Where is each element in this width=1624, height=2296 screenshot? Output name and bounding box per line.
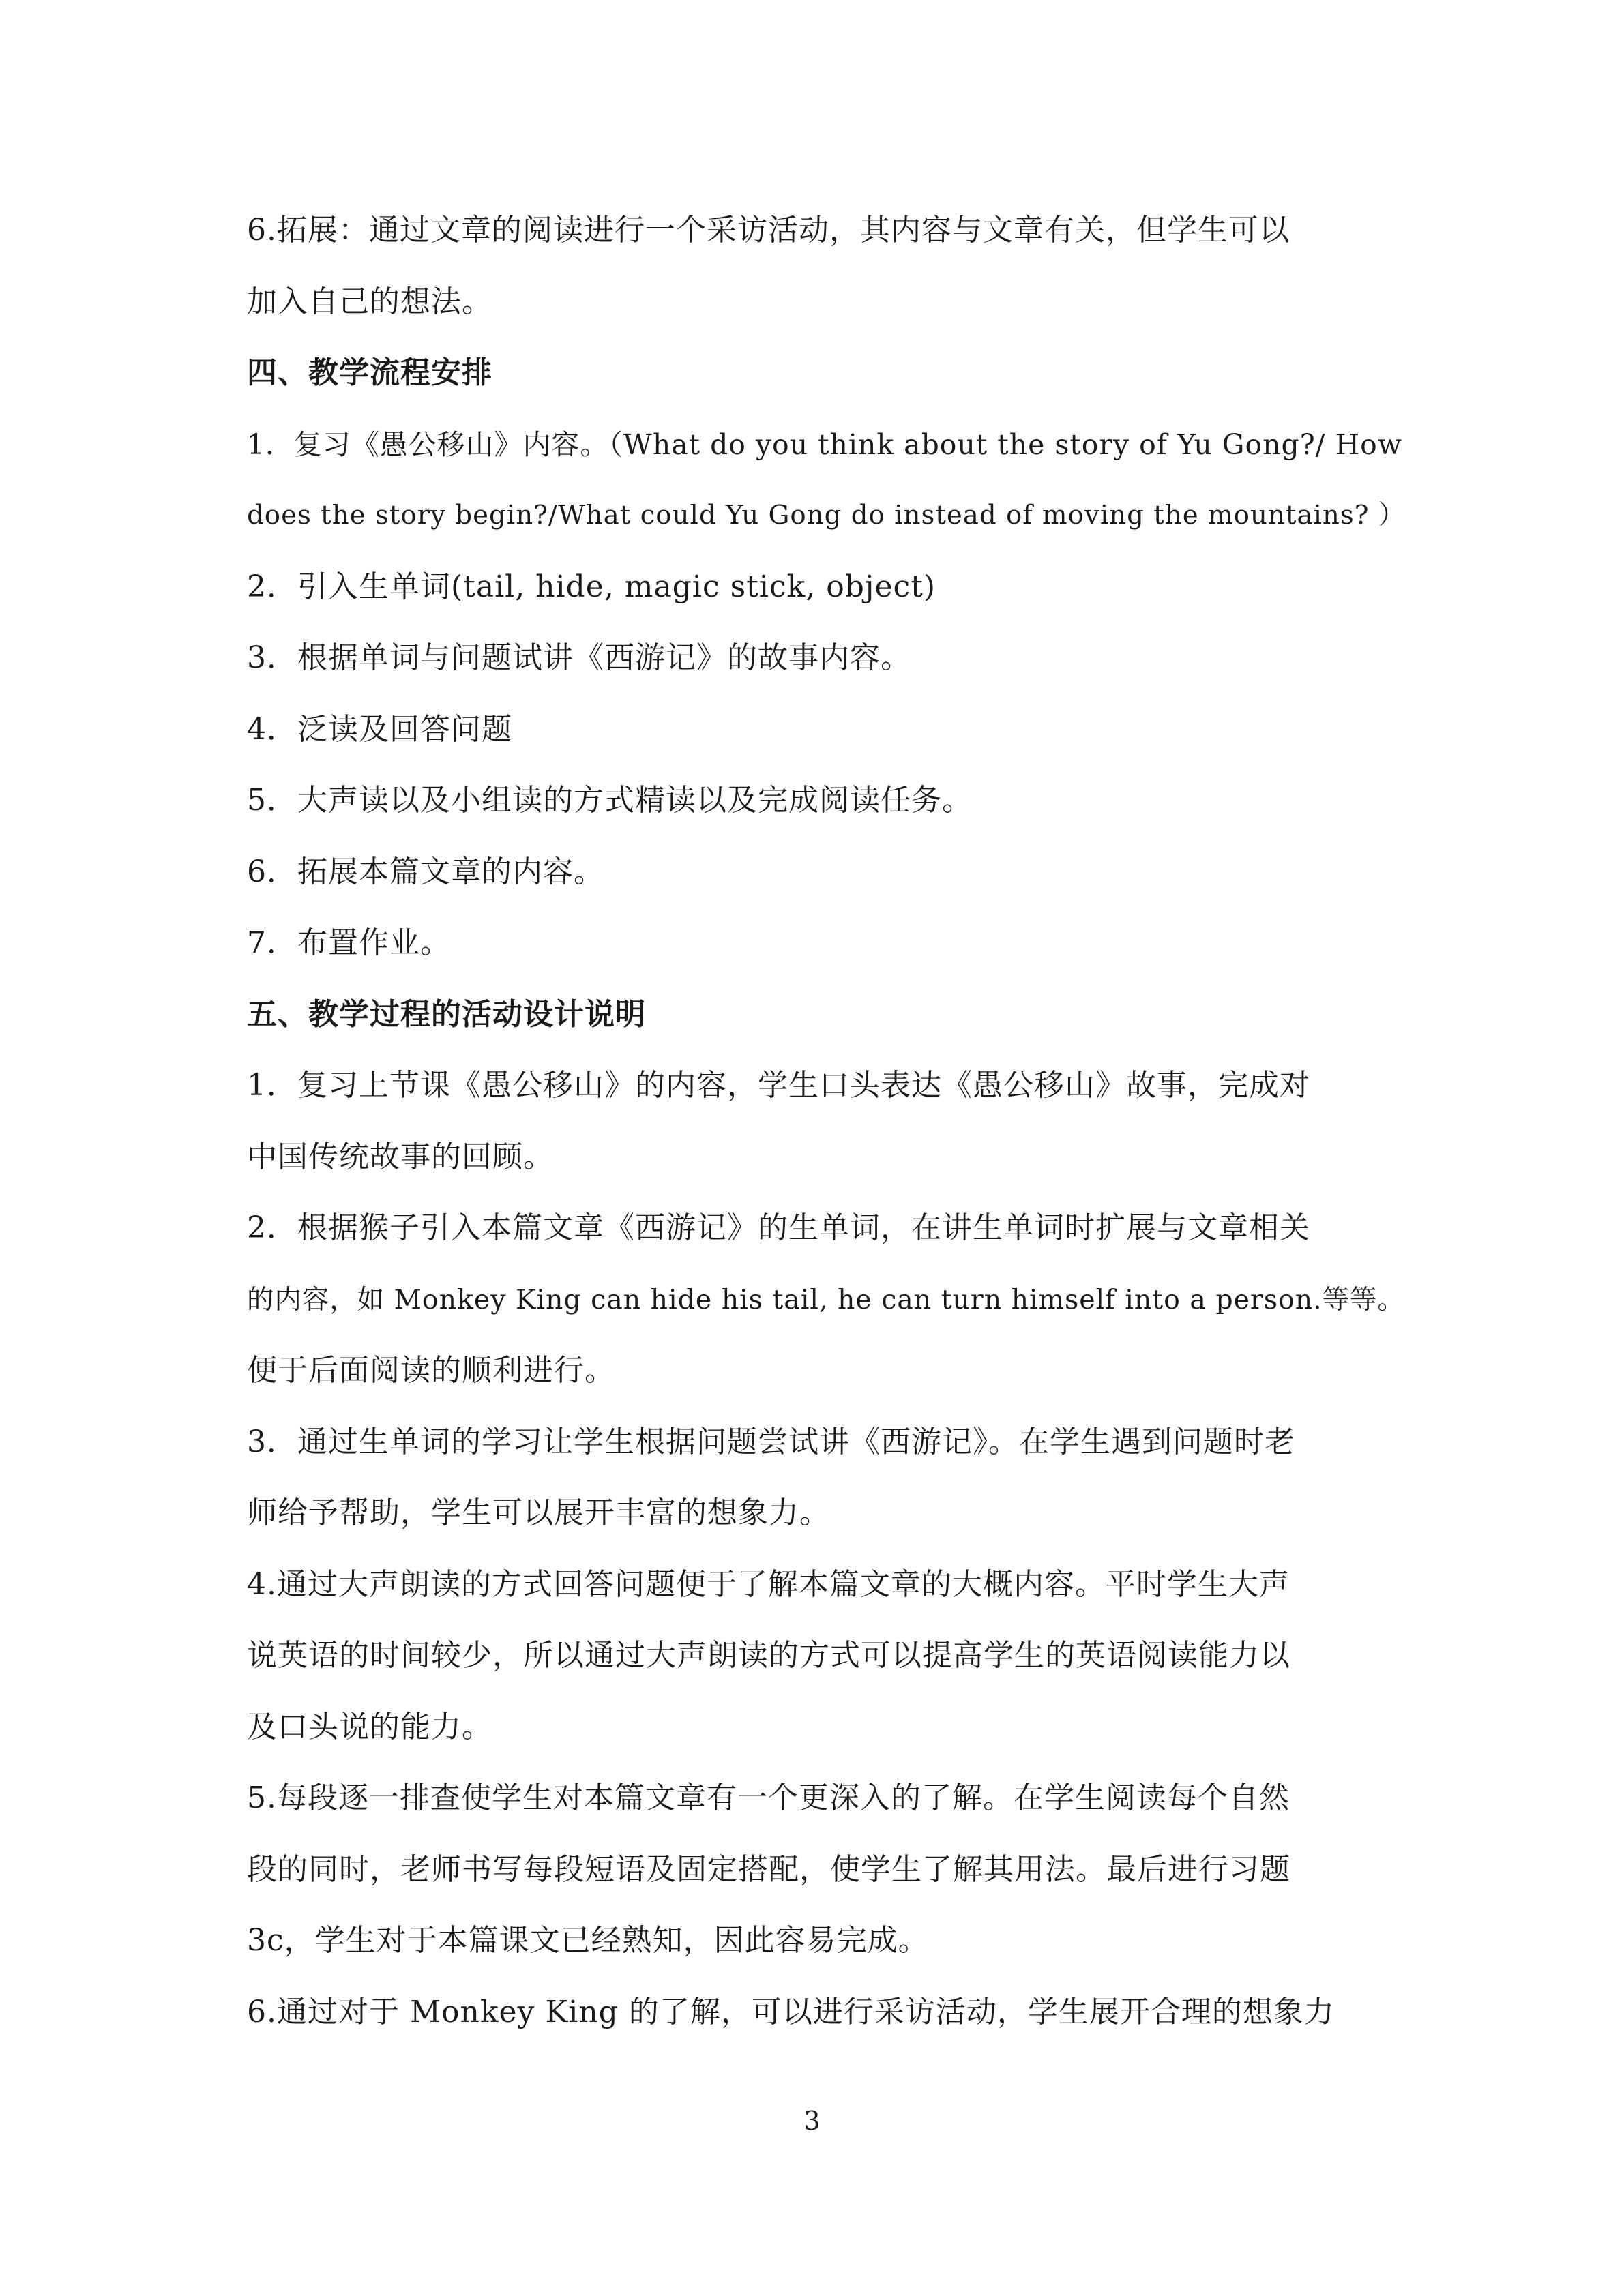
- list-item: 5.每段逐一排查使学生对本篇文章有一个更深入的了解。在学生阅读每个自然: [247, 1780, 1290, 1815]
- list-item-continuation: 说英语的时间较少，所以通过大声朗读的方式可以提高学生的英语阅读能力以: [247, 1638, 1290, 1673]
- list-item: 4.通过大声朗读的方式回答问题便于了解本篇文章的大概内容。平时学生大声: [247, 1566, 1290, 1602]
- list-item: 3．通过生单词的学习让学生根据问题尝试讲《西游记》。在学生遇到问题时老: [247, 1424, 1295, 1459]
- section-heading: 五、教学过程的活动设计说明: [247, 996, 646, 1032]
- list-item-continuation: 的内容，如 Monkey King can hide his tail, he can turn himself into a person.等等。: [247, 1283, 1405, 1315]
- list-item-continuation: 便于后面阅读的顺利进行。: [247, 1353, 615, 1388]
- list-item-continuation: 段的同时，老师书写每段短语及固定搭配，使学生了解其用法。最后进行习题: [247, 1851, 1290, 1887]
- list-item: 2．引入生单词(tail, hide, magic stick, object): [247, 569, 936, 604]
- list-item-continuation: 3c，学生对于本篇课文已经熟知，因此容易完成。: [247, 1923, 929, 1958]
- list-item: 7．布置作业。: [247, 925, 451, 960]
- list-item: 3．根据单词与问题试讲《西游记》的故事内容。: [247, 640, 911, 675]
- section-heading: 四、教学流程安排: [247, 355, 492, 390]
- list-item: 6．拓展本篇文章的内容。: [247, 854, 604, 889]
- list-item: 2．根据猴子引入本篇文章《西游记》的生单词，在讲生单词时扩展与文章相关: [247, 1210, 1310, 1245]
- list-item-continuation: 及口头说的能力。: [247, 1709, 492, 1744]
- list-item: 5．大声读以及小组读的方式精读以及完成阅读任务。: [247, 783, 973, 818]
- list-item: 1．复习上节课《愚公移山》的内容，学生口头表达《愚公移山》故事，完成对: [247, 1068, 1310, 1103]
- paragraph-line: 6.拓展：通过文章的阅读进行一个采访活动，其内容与文章有关，但学生可以: [247, 213, 1290, 248]
- list-item-continuation: does the story begin?/What could Yu Gong do instead of moving the mountains? ）: [247, 500, 1406, 531]
- list-item: 4．泛读及回答问题: [247, 711, 512, 747]
- page-body: [247, 195, 1406, 2048]
- list-item: 1．复习《愚公移山》内容。（What do you think about the story of Yu Gong?/ How: [247, 428, 1402, 461]
- list-item-continuation: 师给予帮助，学生可以展开丰富的想象力。: [247, 1495, 830, 1530]
- list-item: 6.通过对于 Monkey King 的了解，可以进行采访活动，学生展开合理的想象力: [247, 1994, 1335, 2029]
- paragraph-line: 加入自己的想法。: [247, 284, 492, 319]
- page-number: 3: [803, 2106, 821, 2136]
- list-item-continuation: 中国传统故事的回顾。: [247, 1139, 554, 1174]
